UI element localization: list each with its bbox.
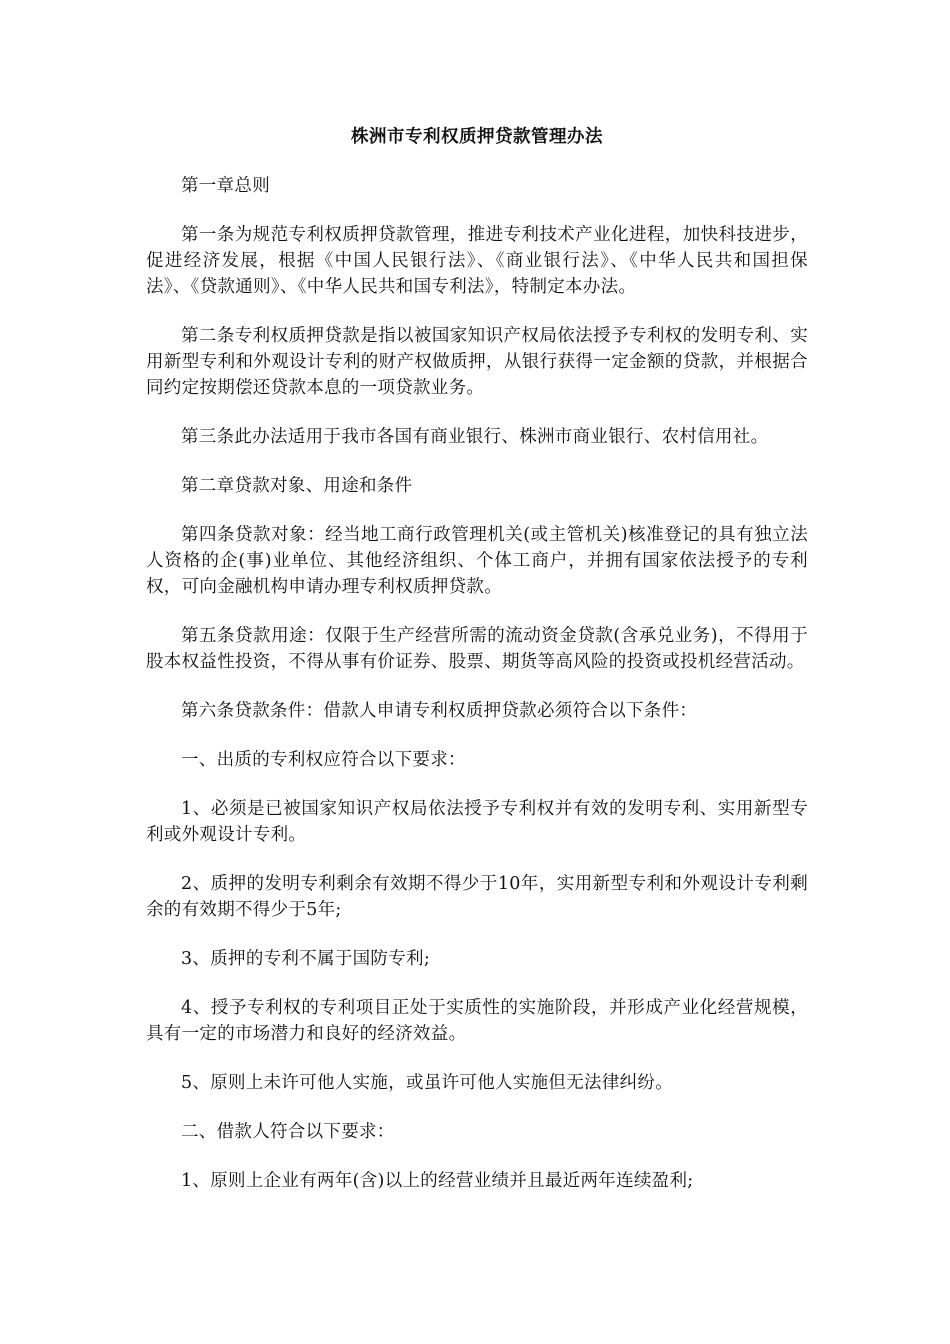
list-item: 1、原则上企业有两年(含)以上的经营业绩并且最近两年连续盈利; [181, 1171, 694, 1191]
document-title: 株洲市专利权质押贷款管理办法 [351, 127, 603, 147]
article-paragraph: 第二条专利权质押贷款是指以被国家知识产权局依法授予专利权的发明专利、实用新型专利和外观设计专利的财产权做质押，从银行获得一定金额的贷款，并根据合同约定按期偿还贷款本息的一项贷款业务。 [146, 326, 808, 398]
list-item: 5、原则上未许可他人实施，或虽许可他人实施但无法律纠纷。 [181, 1073, 674, 1093]
section-heading: 二、借款人符合以下要求： [181, 1122, 395, 1142]
article-paragraph: 第三条此办法适用于我市各国有商业银行、株洲市商业银行、农村信用社。 [181, 427, 769, 447]
list-item: 3、质押的专利不属于国防专利; [181, 949, 431, 969]
list-item: 1、必须是已被国家知识产权局依法授予专利权并有效的发明专利、实用新型专利或外观设计专利。 [146, 799, 808, 845]
article-paragraph: 第四条贷款对象：经当地工商行政管理机关(或主管机关)核准登记的具有独立法人资格的企(事)业单位、其他经济组织、个体工商户，并拥有国家依法授予的专利权，可向金融机构申请办理专利权质押贷款。 [146, 525, 808, 597]
list-item: 4、授予专利权的专利项目正处于实质性的实施阶段，并形成产业化经营规模，具有一定的市场潜力和良好的经济效益。 [146, 998, 808, 1044]
document-page [146, 124, 808, 1217]
list-item: 2、质押的发明专利剩余有效期不得少于10年，实用新型专利和外观设计专利剩余的有效期不得少于5年; [146, 874, 808, 920]
article-paragraph: 第六条贷款条件：借款人申请专利权质押贷款必须符合以下条件： [181, 701, 698, 721]
chapter-heading: 第一章总则 [181, 176, 270, 196]
section-heading: 一、出质的专利权应符合以下要求： [181, 750, 466, 770]
chapter-heading: 第二章贷款对象、用途和条件 [181, 476, 413, 496]
article-paragraph: 第一条为规范专利权质押贷款管理，推进专利技术产业化进程，加快科技进步，促进经济发展，根据《中国人民银行法》、《商业银行法》、《中华人民共和国担保法》、《贷款通则》、《中华人民共和国专利法》，特制定本办法。 [146, 225, 808, 297]
article-paragraph: 第五条贷款用途：仅限于生产经营所需的流动资金贷款(含承兑业务)，不得用于股本权益性投资，不得从事有价证券、股票、期货等高风险的投资或投机经营活动。 [146, 626, 808, 672]
